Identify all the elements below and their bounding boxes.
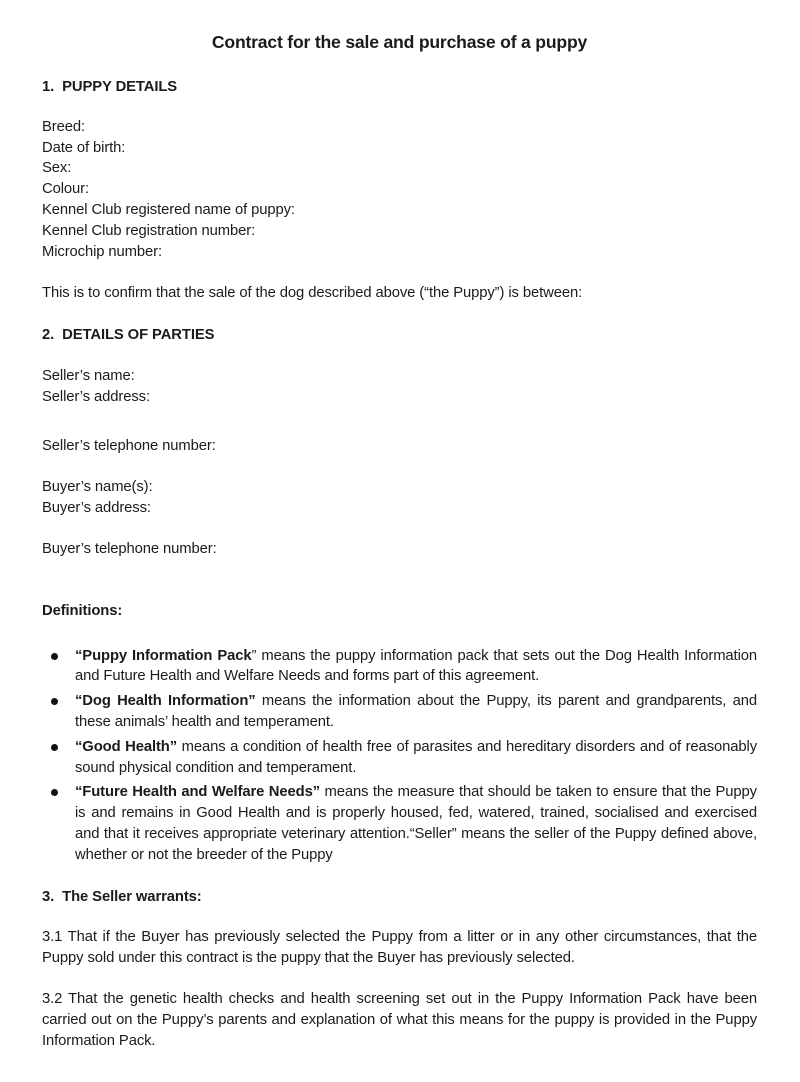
definitions-list [42,646,762,866]
definition-term: “Future Health and Welfare Needs” [75,784,321,801]
definition-item-future-health-welfare-needs [42,782,762,865]
field-label-kc-registration-number: Kennel Club registration number: [42,222,256,239]
field-label-buyer-phone: Buyer’s telephone number: [42,540,217,557]
field-label-breed: Breed: [42,118,85,135]
section-heading-details-of-parties: 2. DETAILS OF PARTIES [42,327,215,344]
clause-3-2: 3.2 That the genetic health checks and health screening set out in the Puppy Information Pack have been carried out on the Puppy’s parents and explanation of what this means for the puppy is provided in the Puppy Information Pack. [42,990,762,1049]
field-label-seller-phone: Seller’s telephone number: [42,437,216,454]
field-label-sex: Sex: [42,160,72,177]
field-label-date-of-birth: Date of birth: [42,139,126,156]
section-heading-puppy-details: 1. PUPPY DETAILS [42,79,178,95]
definition-term: “Good Health” [75,738,178,755]
definition-text: ” means the puppy information pack that sets out the Dog Health Information and Future Health and Welfare Needs and forms part of this agreement. [75,647,762,685]
field-label-buyer-address: Buyer’s address: [42,500,151,517]
field-label-microchip-number: Microchip number: [42,243,163,260]
definition-text: means the information about the Puppy, its parent and grandparents, and these animals’ health and temperament. [75,693,762,730]
section-heading-seller-warrants: 3. The Seller warrants: [42,888,202,905]
definition-term: “Puppy Information Pack [75,647,252,664]
definition-text: means a condition of health free of parasites and hereditary disorders and of reasonably sound physical condition and temperament. [75,738,762,776]
definitions-heading: Definitions: [42,602,123,619]
puppy-details-fields [42,117,757,263]
definition-text: means the measure that should be taken to ensure that the Puppy is and remains in Good Health and is properly housed, fed, watered, trained, socialised and exercised and that it receives appropriate veterinary attention.“Seller” means the seller of the Puppy defined above, whether or not the breeder of the Puppy [75,784,762,863]
seller-details [42,366,757,408]
field-label-seller-name: Seller’s name: [42,367,135,384]
confirmation-text: This is to confirm that the sale of the dog described above (“the Puppy”) is between: [42,285,583,302]
definition-item-dog-health-information [42,691,762,733]
field-label-seller-address: Seller’s address: [42,388,150,405]
document-title: Contract for the sale and purchase of a puppy [211,32,588,52]
field-label-buyer-name: Buyer’s name(s): [42,479,153,496]
buyer-details [42,477,757,519]
definition-term: “Dog Health Information” [75,693,256,710]
definition-item-puppy-information-pack [42,646,762,688]
definition-item-good-health [42,737,762,779]
field-label-kc-registered-name: Kennel Club registered name of puppy: [42,201,295,218]
field-label-colour: Colour: [42,181,89,198]
clause-3-1: 3.1 That if the Buyer has previously selected the Puppy from a litter or in any other circumstances, that the Puppy sold under this contract is the puppy that the Buyer has previously selected. [42,929,762,967]
